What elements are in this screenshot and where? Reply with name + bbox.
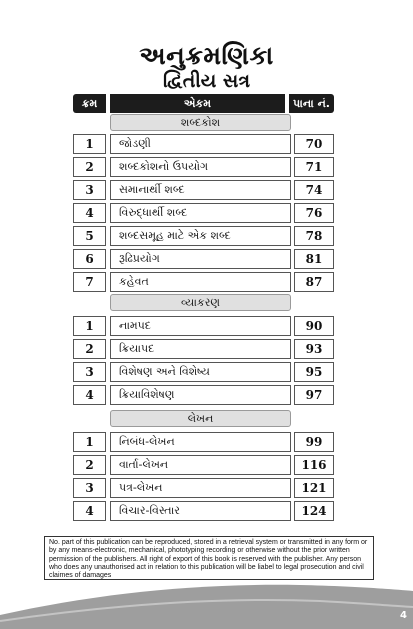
row-name: નિબંધ-લેખન bbox=[110, 432, 291, 452]
row-page: 76 bbox=[294, 203, 334, 223]
row-name: શબ્દકોશનો ઉપયોગ bbox=[110, 157, 291, 177]
row-page: 95 bbox=[294, 362, 334, 382]
row-name: વિરુદ્ધાર્થી શબ્દ bbox=[110, 203, 291, 223]
row-name: વાર્તા-લેખન bbox=[110, 455, 291, 475]
row-num: 4 bbox=[73, 203, 106, 223]
row-page: 99 bbox=[294, 432, 334, 452]
page-title: અનુક્રમણિકા bbox=[139, 41, 274, 70]
row-num: 1 bbox=[73, 432, 106, 452]
row-page: 121 bbox=[294, 478, 334, 498]
header-page: પાના નં. bbox=[289, 94, 334, 113]
row-num: 2 bbox=[73, 157, 106, 177]
row-name: રૂઢિપ્રયોગ bbox=[110, 249, 291, 269]
row-name: ક્રિયાપદ bbox=[110, 339, 291, 359]
row-num: 2 bbox=[73, 455, 106, 475]
section-label: શબ્દકોશ bbox=[110, 114, 291, 131]
header-unit: એકમ bbox=[110, 94, 285, 113]
row-num: 3 bbox=[73, 180, 106, 200]
row-name: કહેવત bbox=[110, 272, 291, 292]
row-name: શબ્દસમૂહ માટે એક શબ્દ bbox=[110, 226, 291, 246]
row-page: 74 bbox=[294, 180, 334, 200]
row-name: નામપદ bbox=[110, 316, 291, 336]
row-page: 71 bbox=[294, 157, 334, 177]
row-num: 5 bbox=[73, 226, 106, 246]
row-page: 81 bbox=[294, 249, 334, 269]
row-name: જોડણી bbox=[110, 134, 291, 154]
section-label: લેખન bbox=[110, 410, 291, 427]
row-name: વિશેષણ અને વિશેષ્ય bbox=[110, 362, 291, 382]
row-num: 6 bbox=[73, 249, 106, 269]
row-name: પત્ર-લેખન bbox=[110, 478, 291, 498]
page-number: 4 bbox=[400, 610, 407, 621]
page-subtitle: દ્વિતીય સત્ર bbox=[162, 70, 251, 92]
row-num: 1 bbox=[73, 316, 106, 336]
row-num: 3 bbox=[73, 362, 106, 382]
row-num: 4 bbox=[73, 501, 106, 521]
header-num: ક્રમ bbox=[73, 94, 106, 113]
row-page: 70 bbox=[294, 134, 334, 154]
section-label: વ્યાકરણ bbox=[110, 294, 291, 311]
footer-wave bbox=[0, 575, 413, 629]
row-num: 7 bbox=[73, 272, 106, 292]
row-num: 2 bbox=[73, 339, 106, 359]
row-name: વિચાર-વિસ્તાર bbox=[110, 501, 291, 521]
row-page: 124 bbox=[294, 501, 334, 521]
row-name: સમાનાર્થી શબ્દ bbox=[110, 180, 291, 200]
row-page: 93 bbox=[294, 339, 334, 359]
row-num: 4 bbox=[73, 385, 106, 405]
copyright-notice: No. part of this publication can be reproduced, stored in a retrieval system or transmitted in any form or by any means-electronic, mechanical, phototyping recording or otherwise without the prior written permission of the publishers. All right of export of this book is reserved with the publisher. Any person who does any unauthorised act in relation to this publication will be liabel to legal prosecution and civil claimes of damages bbox=[44, 536, 374, 580]
row-page: 78 bbox=[294, 226, 334, 246]
row-name: ક્રિયાવિશેષણ bbox=[110, 385, 291, 405]
row-page: 90 bbox=[294, 316, 334, 336]
row-page: 116 bbox=[294, 455, 334, 475]
row-page: 97 bbox=[294, 385, 334, 405]
row-page: 87 bbox=[294, 272, 334, 292]
row-num: 3 bbox=[73, 478, 106, 498]
row-num: 1 bbox=[73, 134, 106, 154]
